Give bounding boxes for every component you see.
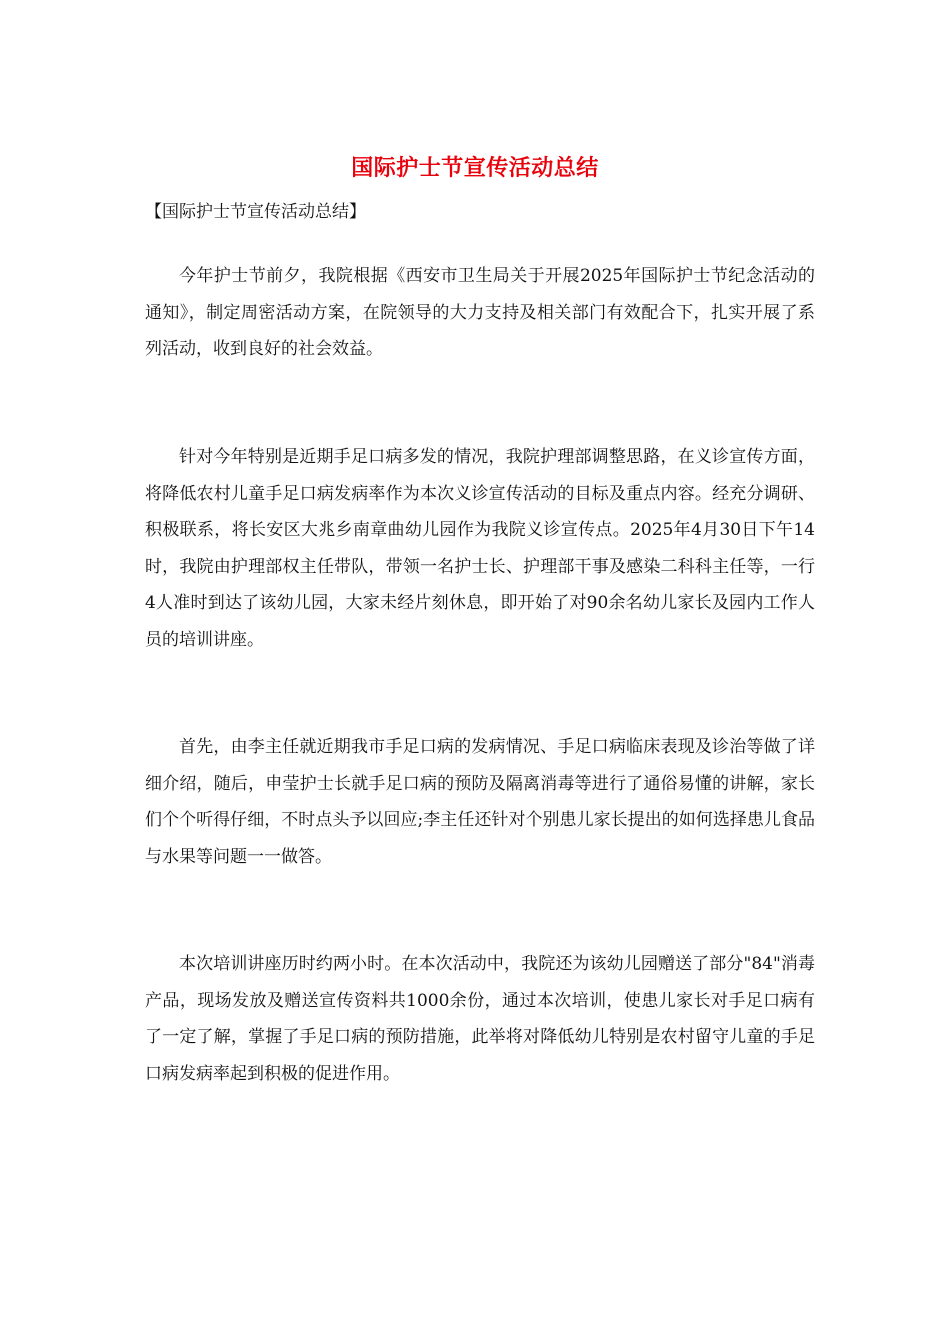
paragraph-summary: 本次培训讲座历时约两小时。在本次活动中，我院还为该幼儿园赠送了部分"84"消毒产品，现场发放及赠送宣传资料共1000余份，通过本次培训，使患儿家长对手足口病有了一定了解，掌握了手足口病的预防措施，此举将对降低幼儿特别是农村留守儿童的手足口病发病率起到积极的促进作用。 [145,954,815,1084]
document-title: 国际护士节宣传活动总结 [351,155,599,181]
document-subtitle: 【国际护士节宣传活动总结】 [145,202,366,222]
paragraph-intro: 今年护士节前夕，我院根据《西安市卫生局关于开展2025年国际护士节纪念活动的通知》，制定周密活动方案，在院领导的大力支持及相关部门有效配合下，扎实开展了系列活动，收到良好的社会效益。 [145,266,815,359]
paragraph-activity-plan: 针对今年特别是近期手足口病多发的情况，我院护理部调整思路，在义诊宣传方面，将降低农村儿童手足口病发病率作为本次义诊宣传活动的目标及重点内容。经充分调研、积极联系，将长安区大兆乡南章曲幼儿园作为我院义诊宣传点。2025年4月30日下午14时，我院由护理部权主任带队，带领一名护士长、护理部干事及感染二科科主任等，一行4人准时到达了该幼儿园，大家未经片刻休息，即开始了对90余名幼儿家长及园内工作人员的培训讲座。 [145,447,815,650]
paragraph-lecture-content: 首先，由李主任就近期我市手足口病的发病情况、手足口病临床表现及诊治等做了详细介绍，随后，申莹护士长就手足口病的预防及隔离消毒等进行了通俗易懂的讲解，家长们个个听得仔细，不时点头予以回应;李主任还针对个别患儿家长提出的如何选择患儿食品与水果等问题一一做答。 [145,737,815,867]
